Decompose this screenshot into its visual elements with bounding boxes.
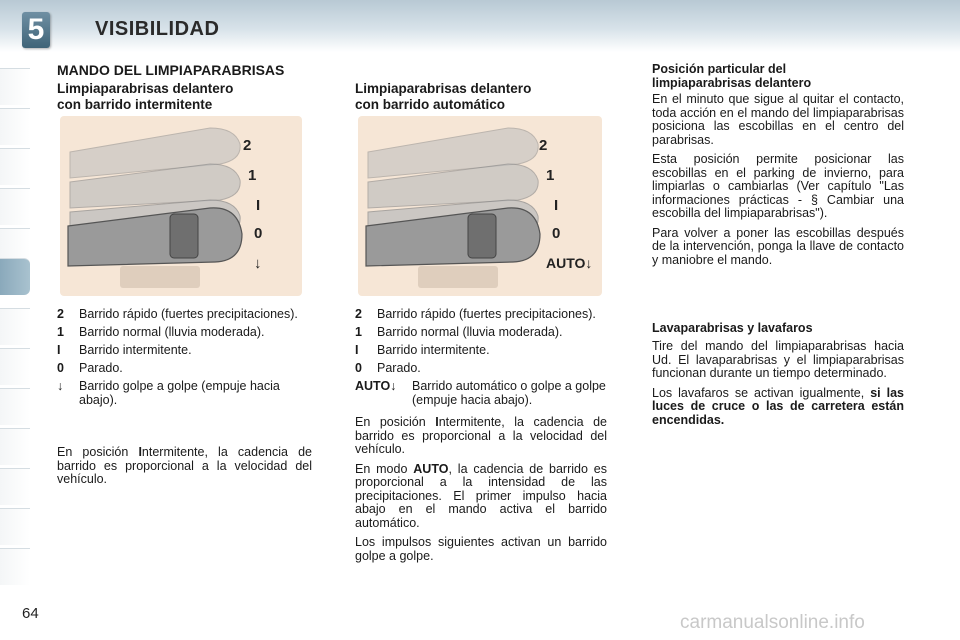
chapter-tab-active[interactable] [0,258,30,295]
legend-key: 1 [57,325,64,339]
legend-key: AUTO↓ [355,379,397,393]
chapter-tab[interactable] [0,308,30,345]
chapter-tab[interactable] [0,108,30,145]
left-note [57,446,312,493]
right-title-1-line1: Posición particular del [652,62,787,76]
left-subtitle [57,81,233,113]
legend-text: Barrido rápido (fuertes precipitaciones). [79,307,298,321]
figure-label-2: 2 [243,137,252,154]
legend-key: I [355,343,359,357]
text-bold: si las luces de cruce o las de carretera están encendidas. [652,385,905,427]
right-paragraphs-2 [652,340,904,433]
section-title: MANDO DEL LIMPIAPARABRISAS [57,62,285,78]
legend-row [57,325,312,339]
legend-row [57,343,312,357]
paragraph [652,387,904,428]
right-title-2: Lavaparabrisas y lavafaros [652,321,813,335]
paragraph: Para volver a poner las escobillas después de la intervención, ponga la llave de contacto y maniobre el mando. [652,225,904,267]
paragraph [355,416,607,457]
legend-key: I [57,343,61,357]
note-text: ntermitente, la cadencia de barrido es proporcional a la velocidad del vehículo. [57,445,313,486]
figure-label-0: 0 [254,225,263,242]
legend-row [355,325,607,339]
middle-legend [355,307,607,411]
legend-text: Barrido golpe a golpe (empuje hacia abajo). [79,379,280,407]
legend-text: Parado. [79,361,123,375]
right-title-1 [652,62,904,90]
chapter-tab[interactable] [0,68,30,105]
paragraph: En el minuto que sigue al quitar el contacto, toda acción en el mando del limpiaparabrisas posiciona las escobillas en el centro del parabrisas. [652,92,904,147]
legend-row [355,307,607,321]
figure-label-auto: AUTO↓ [546,255,593,271]
legend-text: Barrido intermitente. [377,343,490,357]
legend-row [57,379,312,407]
text: En modo [355,461,414,476]
left-subtitle-line2: con barrido intermitente [57,97,213,112]
legend-row [57,307,312,321]
middle-subtitle-line2: con barrido automático [355,97,506,112]
legend-key: 2 [57,307,64,321]
page-number: 64 [22,605,39,622]
legend-text: Barrido normal (lluvia moderada). [79,325,265,339]
chapter-tab[interactable] [0,428,30,465]
legend-key: 2 [355,307,362,321]
wiper-stalk-drawing [60,116,302,296]
right-paragraphs-1 [652,93,904,273]
figure-label-2: 2 [539,137,548,154]
note-text: En posición [57,445,139,459]
legend-row [355,361,607,375]
text-bold: AUTO [413,461,449,476]
text-bold: I [435,415,439,429]
right-title-1-line2: limpiaparabrisas delantero [652,76,812,90]
figure-label-intermittent: I [256,197,261,214]
figure-label-0: 0 [552,225,561,242]
chapter-tab[interactable] [0,548,30,585]
text: ntermitente, la cadencia de barrido es proporcional a la velocidad del vehículo. [355,415,607,456]
page-header [0,0,960,52]
legend-key: 0 [355,361,362,375]
paragraph [355,463,607,531]
figure-label-intermittent: I [554,197,559,214]
wiper-stalk-drawing [358,116,602,296]
legend-text: Parado. [377,361,421,375]
legend-row [57,361,312,375]
watermark: carmanualsonline.info [680,612,865,633]
legend-text: Barrido intermitente. [79,343,192,357]
legend-key: ↓ [57,379,64,393]
chapter-tab[interactable] [0,508,30,545]
wiper-stalk-illustration-intermittent [60,116,302,296]
legend-text: Barrido rápido (fuertes precipitaciones). [377,307,596,321]
figure-label-single-wipe: ↓ [254,255,262,272]
chapter-tabs [0,60,32,580]
chapter-tab[interactable] [0,148,30,185]
legend-text: Barrido automático o golpe a golpe (empuje hacia abajo). [412,379,606,407]
text: En posición [355,415,436,429]
text: Los lavafaros se activan igualmente, [652,385,871,400]
chapter-title: VISIBILIDAD [95,18,220,40]
wiper-stalk-illustration-auto [358,116,602,296]
chapter-number-badge: 5 [22,12,50,48]
chapter-tab[interactable] [0,468,30,505]
figure-label-1: 1 [248,167,257,184]
legend-row [355,343,607,357]
left-subtitle-line1: Limpiaparabrisas delantero [57,81,234,96]
middle-subtitle [355,81,531,113]
text: , la cadencia de barrido es proporcional a la intensidad de las precipitaciones. El primer impulso hacia abajo en el mando activa el barrido automático. [355,461,607,530]
chapter-tab[interactable] [0,188,30,225]
paragraph: Los impulsos siguientes activan un barrido golpe a golpe. [355,535,607,563]
chapter-tab[interactable] [0,388,30,425]
legend-row [355,379,607,407]
legend-key: 0 [57,361,64,375]
figure-label-1: 1 [546,167,555,184]
chapter-tab[interactable] [0,348,30,385]
middle-subtitle-line1: Limpiaparabrisas delantero [355,81,532,96]
paragraph: Tire del mando del limpiaparabrisas hacia Ud. El lavaparabrisas y el limpiaparabrisas funcionan durante un tiempo determinado. [652,339,904,380]
left-legend [57,307,312,411]
paragraph: Esta posición permite posicionar las escobillas en el parking de invierno, para limpiarlas o cambiarlas (Ver capítulo "Las informaciones prácticas - § Cambiar una escobilla del limpiaparabrisas"). [652,152,904,220]
note-bold: I [138,445,142,459]
middle-paragraphs [355,416,607,569]
legend-text: Barrido normal (lluvia moderada). [377,325,563,339]
legend-key: 1 [355,325,362,339]
